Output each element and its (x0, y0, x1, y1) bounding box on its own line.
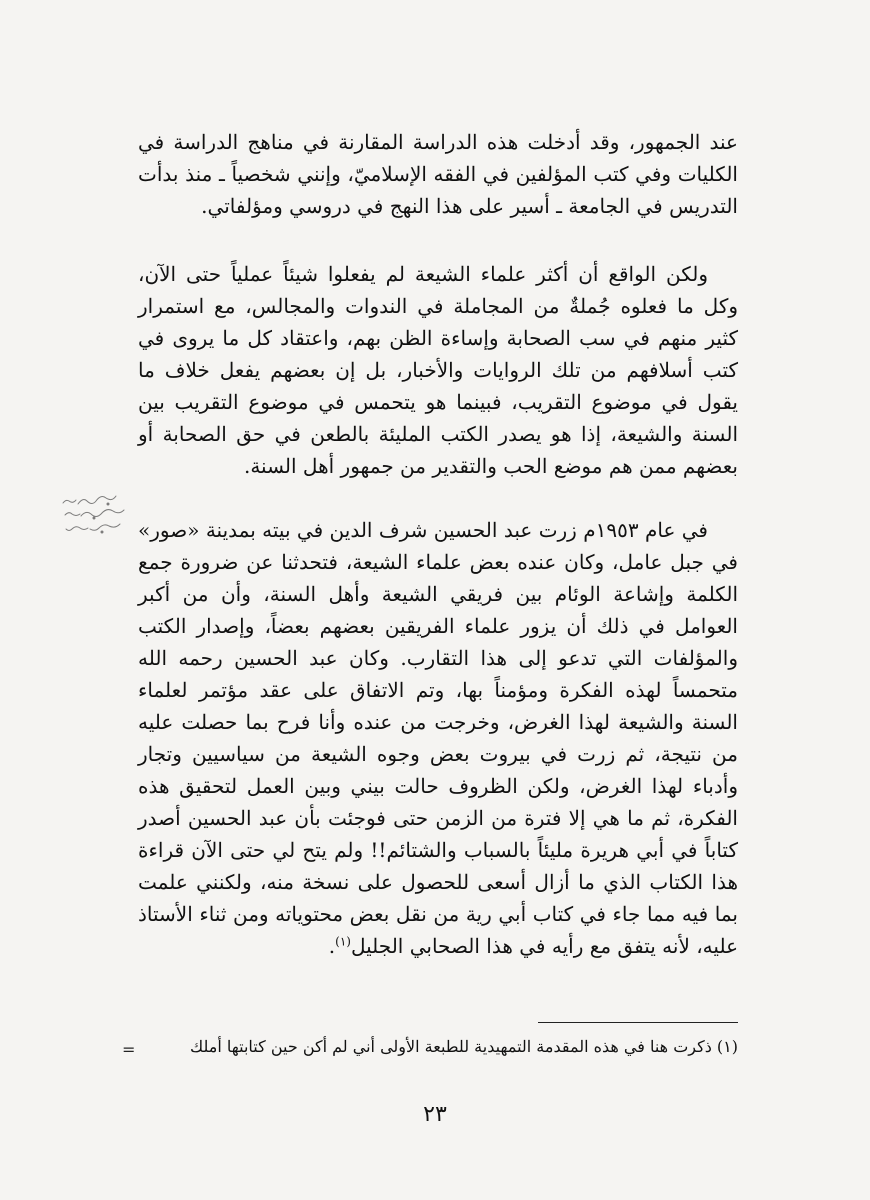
handwritten-margin-note (46, 486, 132, 546)
page-number: ٢٣ (423, 1102, 447, 1127)
footnote-divider (538, 1022, 738, 1023)
footnote-reference: (١) (335, 934, 351, 949)
paragraph-3-end: . (328, 934, 336, 958)
paragraph-3 (138, 514, 738, 962)
footnote-text: (١) ذكرت هنا في هذه المقدمة التمهيدية للطبعة الأولى أني لم أكن حين كتابتها أملك (190, 1037, 738, 1056)
paragraph-2-text: ولكن الواقع أن أكثر علماء الشيعة لم يفعلوا شيئاً عملياً حتى الآن، وكل ما فعلوه جُملةٌ من المجاملة في الندوات والمجالس، مع استمرار كثير منهم في سب الصحابة وإساءة الظن بهم، واعتقاد كل ما يروى في كتب أسلافهم من تلك الروايات والأخبار، بل إن بعضهم يفعل خلاف ما يقول في موضوع التقريب، فبينما هو يتحمس في موضوع التقريب بين السنة والشيعة، إذا هو يصدر الكتب المليئة بالطعن في حق الصحابة أو بعضهم ممن هم موضع الحب والتقدير من جمهور أهل السنة. (138, 262, 738, 478)
paragraph-1 (138, 126, 738, 222)
paragraph-2 (138, 258, 738, 482)
paragraph-1-text: عند الجمهور، وقد أدخلت هذه الدراسة المقارنة في مناهج الدراسة في الكليات وفي كتب المؤلفين في الفقه الإسلاميّ، وإنني شخصياً ـ منذ بدأت التدريس في الجامعة ـ أسير على هذا النهج في دروسي ومؤلفاتي. (138, 130, 738, 218)
paragraph-3-text: في عام ١٩٥٣م زرت عبد الحسين شرف الدين في بيته بمدينة «صور» في جبل عامل، وكان عنده بعض علماء الشيعة، فتحدثنا عن ضرورة جمع الكلمة وإشاعة الوئام بين فريقي الشيعة وأهل السنة، وأن من أكبر العوامل في ذلك أن يزور علماء الفريقين بعضهم بعضاً، وإصدار الكتب والمؤلفات التي تدعو إلى هذا التقارب. وكان عبد الحسين رحمه الله متحمساً لهذه الفكرة ومؤمناً بها، وتم الاتفاق على عقد مؤتمر لعلماء السنة والشيعة لهذا الغرض، وخرجت من عنده وأنا فرح بما حصلت عليه من نتيجة، ثم زرت في بيروت بعض وجوه الشيعة من سياسيين وتجار وأدباء لهذا الغرض، ولكن الظروف حالت بيني وبين العمل لتحقيق هذه الفكرة، ثم ما هي إلا فترة من الزمن حتى فوجئت بأن عبد الحسين أصدر كتاباً في أبي هريرة مليئاً بالسباب والشتائم!! ولم يتح لي حتى الآن قراءة هذا الكتاب الذي ما أزال أسعى للحصول على نسخة منه، ولكنني علمت بما فيه مما جاء في كتاب أبي رية من نقل بعض محتوياته ومن ثناء الأستاذ عليه، لأنه يتفق مع رأيه في هذا الصحابي الجليل (138, 518, 738, 958)
footnote-continuation-mark: = (122, 1040, 136, 1059)
paragraph-3-container (138, 514, 738, 962)
